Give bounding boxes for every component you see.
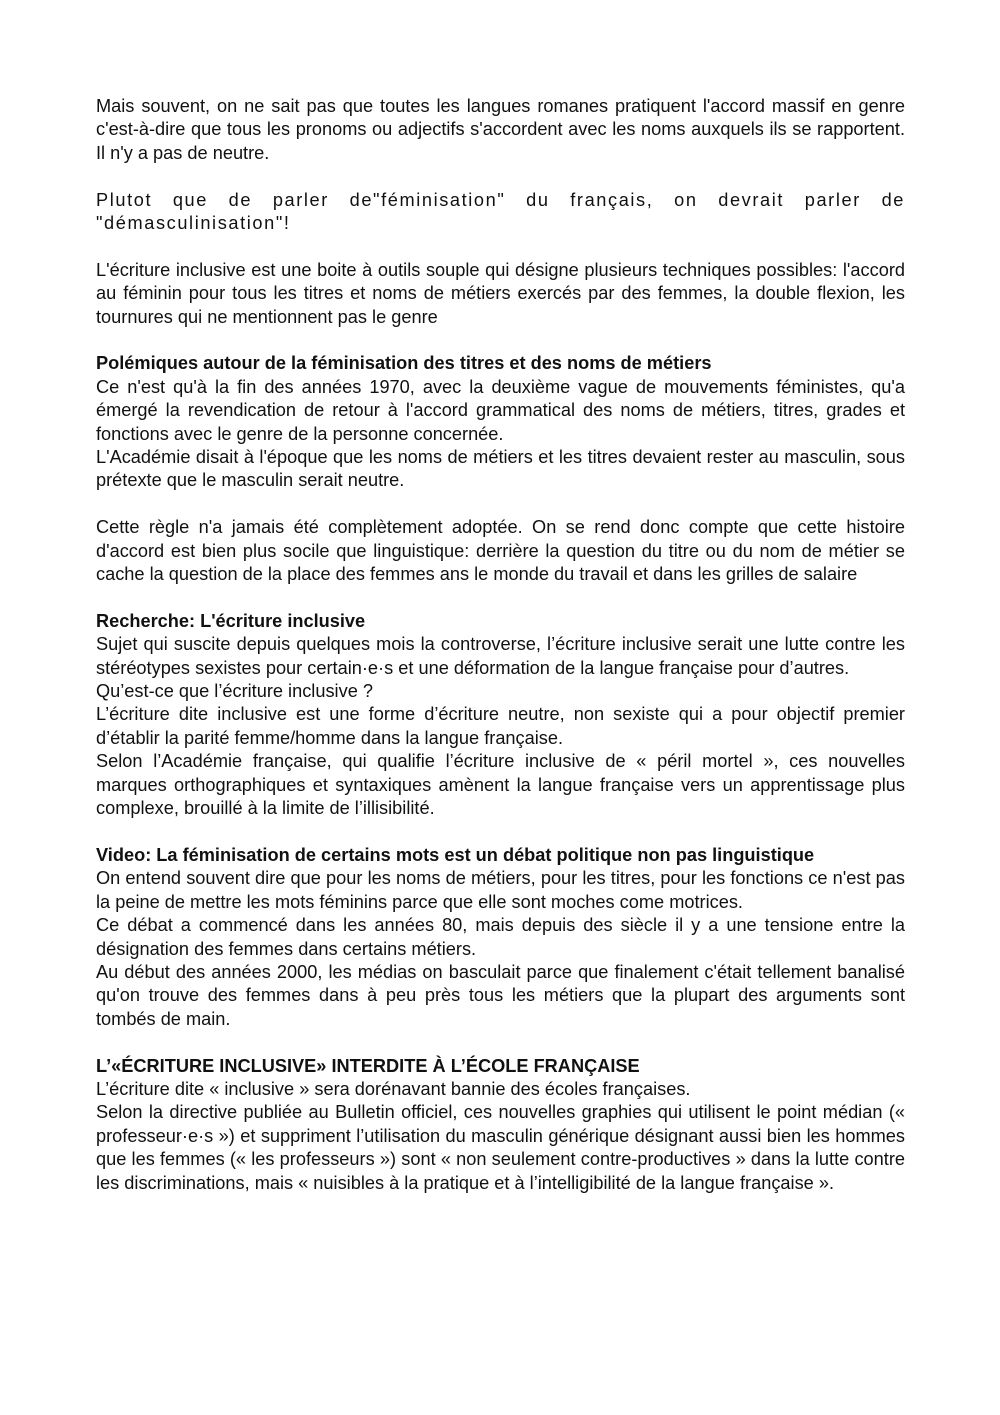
section4-paragraph-2: Selon la directive publiée au Bulletin officiel, ces nouvelles graphies qui utilisent le point médian (« professeur·e·s ») et suppriment l’utilisation du masculin générique désignant aussi bien les hommes que les femmes (« les professeurs ») sont « non seulement contre-productives » dans la lutte contre les discriminations, mais « nuisibles à la pratique et à l’intelligibilité de la langue française ».: [96, 1102, 905, 1193]
paragraph-gap: [96, 1031, 905, 1054]
section3-paragraph-3: Au début des années 2000, les médias on basculait parce que finalement c'était tellement banalisé qu'on trouve des femmes dans à peu près tous les métiers que la plupart des arguments sont tombés de main.: [96, 961, 905, 1029]
paragraph-gap: [96, 329, 905, 352]
section1-paragraph-2: L'Académie disait à l'époque que les noms de métiers et les titres devaient rester au masculin, sous prétexte que le masculin serait neutre.: [96, 447, 905, 491]
section3-paragraph-1: On entend souvent dire que pour les noms de métiers, pour les titres, pour les fonctions ce n'est pas la peine de mettre les mots féminins parce que elle sont moches come motrices.: [96, 868, 905, 912]
section3-paragraph-2: Ce débat a commencé dans les années 80, mais depuis des siècle il y a une tensione entre la désignation des femmes dans certains métiers.: [96, 915, 905, 959]
section-heading-polemiques: Polémiques autour de la féminisation des titres et des noms de métiers: [96, 353, 712, 374]
intro-paragraph-1: Mais souvent, on ne sait pas que toutes les langues romanes pratiquent l'accord massif en genre c'est-à-dire que tous les pronoms ou adjectifs s'accordent avec les noms auxquels ils se rapportent. Il n'y a pas de neutre.: [96, 96, 905, 163]
section2-paragraph-3: L’écriture dite inclusive est une forme d’écriture neutre, non sexiste qui a pour objectif premier d’établir la parité femme/homme dans la langue française.: [96, 704, 905, 748]
section-heading-video: Video: La féminisation de certains mots est un débat politique non pas linguistique: [96, 844, 815, 865]
section2-paragraph-2: Qu’est-ce que l’écriture inclusive ?: [96, 681, 373, 702]
section2-paragraph-4: Selon l’Académie française, qui qualifie l’écriture inclusive de « péril mortel », ces nouvelles marques orthographiques et syntaxiques amènent la langue française vers un apprentissage plus complexe, brouillé à la limite de l’illisibilité.: [96, 751, 905, 819]
document-page: [96, 95, 905, 1195]
section2-paragraph-1: Sujet qui suscite depuis quelques mois la controverse, l’écriture inclusive serait une lutte contre les stéréotypes sexistes pour certain·e·s et une déformation de la langue française pour d’autres.: [96, 634, 905, 678]
paragraph-gap: [96, 165, 905, 188]
paragraph-gap: [96, 821, 905, 844]
section-heading-recherche: Recherche: L'écriture inclusive: [96, 610, 366, 631]
paragraph-gap: [96, 586, 905, 609]
section1-paragraph-3: Cette règle n'a jamais été complètement adoptée. On se rend donc compte que cette histoire d'accord est bien plus socile que linguistique: derrière la question du titre ou du nom de métier se cache la question de la place des femmes ans le monde du travail et dans les grilles de salaire: [96, 517, 905, 585]
section-heading-ecriture-interdite: L’«ÉCRITURE INCLUSIVE» INTERDITE À L’ÉCOLE FRANÇAISE: [96, 1055, 640, 1076]
paragraph-gap: [96, 235, 905, 258]
section4-paragraph-1: L’écriture dite « inclusive » sera dorénavant bannie des écoles françaises.: [96, 1078, 691, 1099]
paragraph-gap: [96, 493, 905, 516]
intro-paragraph-3: L'écriture inclusive est une boite à outils souple qui désigne plusieurs techniques possibles: l'accord au féminin pour tous les titres et noms de métiers exercés par des femmes, la double flexion, les tournures qui ne mentionnent pas le genre: [96, 259, 905, 327]
section1-paragraph-1: Ce n'est qu'à la fin des années 1970, avec la deuxième vague de mouvements féministes, qu'a émergé la revendication de retour à l'accord grammatical des noms de métiers, titres, grades et fonctions avec le genre de la personne concernée.: [96, 376, 905, 444]
intro-paragraph-2: Plutot que de parler de"féminisation" du français, on devrait parler de "démasculinisation"!: [96, 189, 905, 234]
